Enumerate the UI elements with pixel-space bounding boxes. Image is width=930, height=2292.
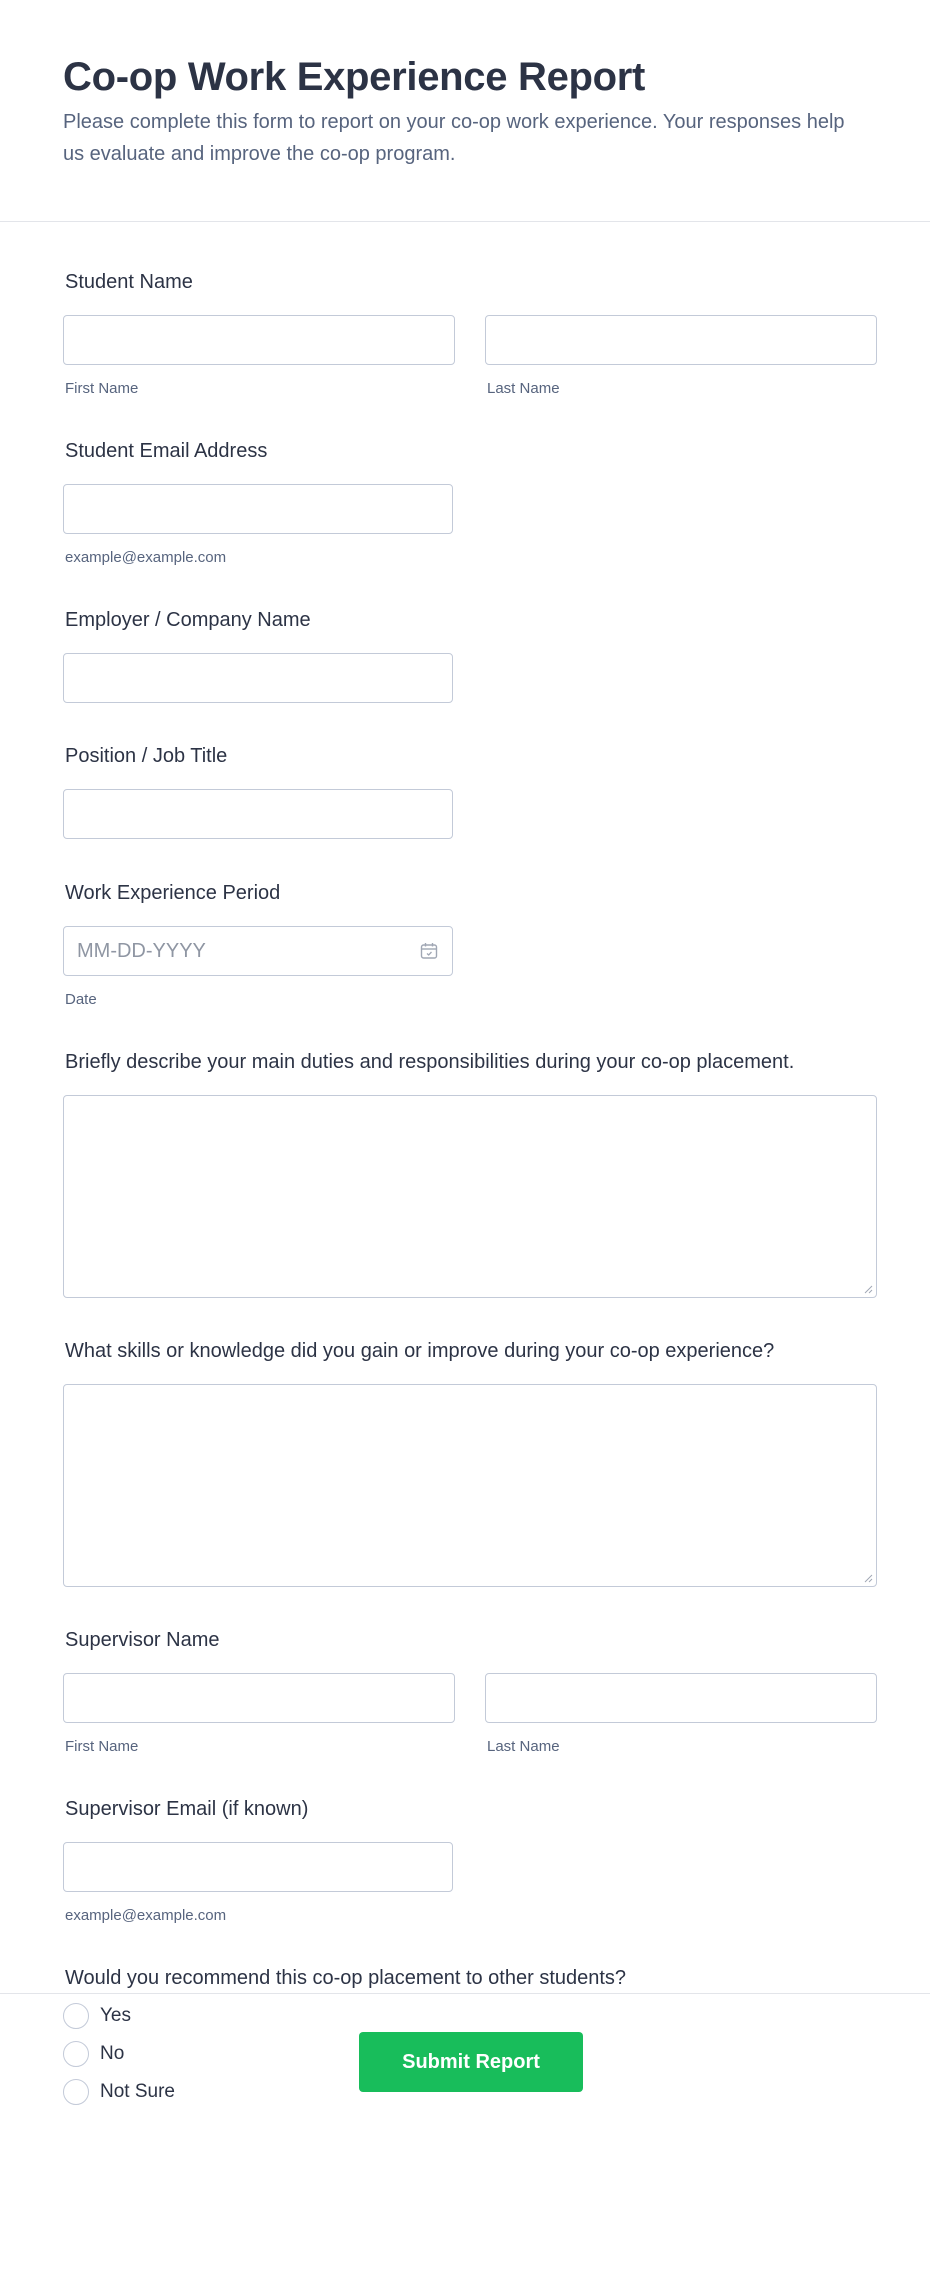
work-period-date-input[interactable] <box>63 926 453 976</box>
student-name-field <box>63 269 877 399</box>
student-first-name-sublabel: First Name <box>65 380 139 397</box>
supervisor-email-input[interactable] <box>63 1842 453 1892</box>
position-field <box>63 743 453 839</box>
supervisor-first-name-input[interactable] <box>63 1673 455 1723</box>
supervisor-email-sublabel: example@example.com <box>65 1907 227 1924</box>
work-period-sublabel: Date <box>65 991 97 1008</box>
skills-label: What skills or knowledge did you gain or improve during your co-op experience? <box>65 1340 775 1362</box>
duties-label: Briefly describe your main duties and responsibilities during your co-op placement. <box>65 1051 795 1073</box>
skills-textarea[interactable] <box>63 1384 877 1587</box>
resize-handle-icon[interactable] <box>863 1573 873 1583</box>
student-email-input[interactable] <box>63 484 453 534</box>
resize-handle-icon[interactable] <box>863 1284 873 1294</box>
student-email-field <box>63 438 453 568</box>
form-footer <box>0 1993 930 2143</box>
student-name-label: Student Name <box>65 271 193 293</box>
page-subtitle: Please complete this form to report on your co-op work experience. Your responses help us evaluate and improve the co-op program. <box>63 111 845 165</box>
supervisor-last-name-sublabel: Last Name <box>487 1738 560 1755</box>
employer-label: Employer / Company Name <box>65 609 311 631</box>
employer-field <box>63 607 453 703</box>
work-period-field <box>63 880 453 1010</box>
student-email-label: Student Email Address <box>65 440 268 462</box>
supervisor-email-label: Supervisor Email (if known) <box>65 1798 309 1820</box>
student-last-name-sublabel: Last Name <box>487 380 560 397</box>
duties-field <box>63 1049 877 1298</box>
radio-label: No <box>100 2043 125 2064</box>
supervisor-last-name-input[interactable] <box>485 1673 877 1723</box>
supervisor-first-name-sublabel: First Name <box>65 1738 139 1755</box>
student-first-name-input[interactable] <box>63 315 455 365</box>
student-last-name-input[interactable] <box>485 315 877 365</box>
employer-input[interactable] <box>63 653 453 703</box>
page-title: Co-op Work Experience Report <box>63 55 646 99</box>
duties-textarea[interactable] <box>63 1095 877 1298</box>
form-header <box>0 0 930 222</box>
submit-report-button[interactable]: Submit Report <box>359 2032 583 2092</box>
supervisor-name-label: Supervisor Name <box>65 1629 220 1651</box>
student-email-sublabel: example@example.com <box>65 549 227 566</box>
radio-label: Not Sure <box>100 2081 175 2102</box>
work-period-label: Work Experience Period <box>65 882 281 904</box>
position-label: Position / Job Title <box>65 745 228 767</box>
skills-field <box>63 1338 877 1587</box>
date-placeholder: MM-DD-YYYY <box>77 940 206 962</box>
position-input[interactable] <box>63 789 453 839</box>
radio-label: Yes <box>100 2005 131 2026</box>
supervisor-email-field <box>63 1796 453 1926</box>
form-body <box>0 222 930 2148</box>
recommend-label: Would you recommend this co-op placement to other students? <box>65 1967 627 1989</box>
calendar-icon[interactable] <box>420 942 438 960</box>
supervisor-name-field <box>63 1627 877 1757</box>
